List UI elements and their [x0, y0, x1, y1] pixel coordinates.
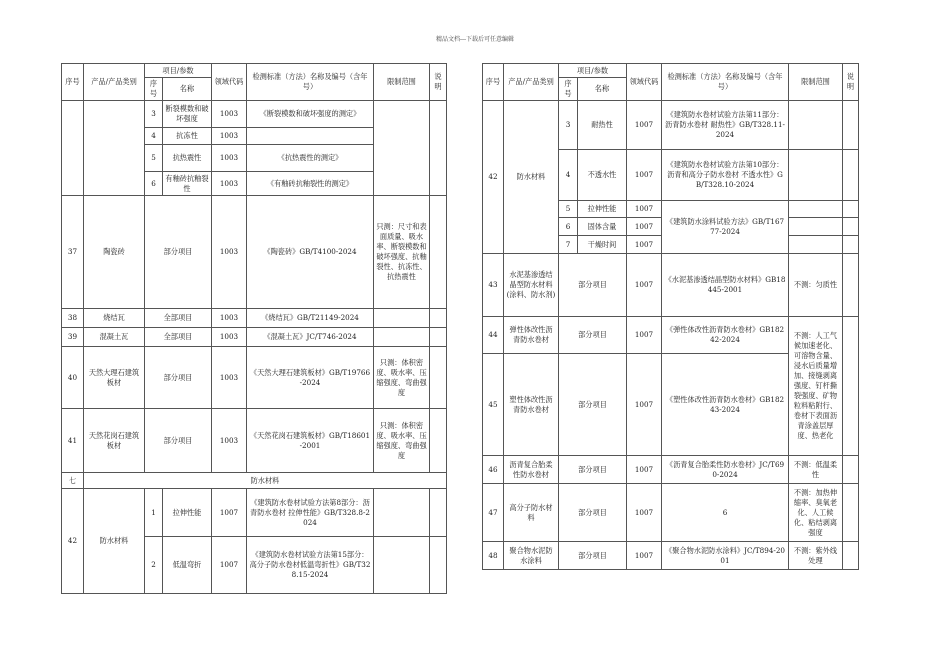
cell-limit: 只测：体积密度、吸水率、压缩强度、弯曲强度 [374, 409, 430, 473]
cell-product: 沥青复合胎柔性防水卷材 [504, 456, 559, 484]
cell-limit: 只测：尺寸和表面质量、吸水率、断裂模数和破坏强度、抗釉裂性、抗冻性、抗热震性 [374, 196, 430, 309]
cell-code: 1003 [212, 328, 247, 347]
cell-standard: 《建筑防水涂料试验方法》GB/T16777-2024 [662, 201, 789, 254]
col-item-group: 项目/参数 [145, 64, 212, 78]
cell-item-name: 低温弯折 [163, 537, 212, 594]
cell-note [430, 489, 447, 537]
cell-item-name: 不透水性 [578, 150, 627, 201]
cell-product: 天然花岗石建筑板材 [84, 409, 145, 473]
cell-note [843, 456, 859, 484]
cell-standard: 《混凝土瓦》JC/T746-2024 [247, 328, 374, 347]
cell-code: 1007 [627, 317, 662, 354]
table-row [483, 456, 859, 484]
cell-item: 部分项目 [559, 317, 627, 354]
cell-item-seq: 5 [559, 201, 578, 218]
cell-seq: 46 [483, 456, 504, 484]
cell-limit [789, 201, 843, 218]
cell-code: 1007 [627, 456, 662, 484]
table-row [483, 484, 859, 542]
cell-code: 1007 [627, 150, 662, 201]
cell-note [843, 236, 859, 254]
col-item-seq: 序号 [559, 78, 578, 101]
cell-standard: 《天然花岗石建筑板材》GB/T18601-2001 [247, 409, 374, 473]
col-standard: 检测标准（方法）名称及编号（含年号） [662, 64, 789, 101]
header-row [483, 64, 859, 78]
col-item-name: 名称 [163, 78, 212, 101]
cell-note [430, 101, 447, 196]
cell-item-seq: 6 [559, 218, 578, 236]
col-item-group: 项目/参数 [559, 64, 627, 78]
cell-product: 塑性体改性沥青防水卷材 [504, 354, 559, 456]
cell-item: 部分项目 [145, 409, 212, 473]
cell-item-name: 拉伸性能 [578, 201, 627, 218]
cell-standard: 《塑性体改性沥青防水卷材》GB18243-2024 [662, 354, 789, 456]
cell-standard: 《陶瓷砖》GB/T4100-2024 [247, 196, 374, 309]
cell-product: 高分子防水材料 [504, 484, 559, 542]
cell-limit: 不测：匀质性 [789, 254, 843, 317]
cell-item: 部分项目 [559, 542, 627, 570]
cell-note [843, 317, 859, 456]
col-standard: 检测标准（方法）名称及编号（含年号） [247, 64, 374, 101]
section-seq: 七 [62, 473, 84, 489]
cell-item: 部分项目 [145, 347, 212, 409]
cell-code: 1007 [627, 236, 662, 254]
section-title: 防水材料 [84, 473, 447, 489]
cell-product: 陶瓷砖 [84, 196, 145, 309]
cell-standard: 《有釉砖抗釉裂性的测定》 [247, 172, 374, 196]
cell-code: 1003 [212, 172, 247, 196]
cell-seq: 39 [62, 328, 84, 347]
table-row [483, 542, 859, 570]
cell-item-seq: 4 [145, 128, 163, 145]
left-table [61, 63, 447, 594]
cell-item-name: 固体含量 [578, 218, 627, 236]
cell-standard: 《建筑防水卷材试验方法第10部分：沥青和高分子防水卷材 不透水性》GB/T328.10-2024 [662, 150, 789, 201]
cell-product: 混凝土瓦 [84, 328, 145, 347]
cell-note [430, 537, 447, 594]
cell-item: 部分项目 [559, 484, 627, 542]
cell-item-seq: 4 [559, 150, 578, 201]
col-product: 产品/产品类别 [504, 64, 559, 101]
cell-product: 天然大理石建筑板材 [84, 347, 145, 409]
cell-standard: 《建筑防水卷材试验方法第8部分：沥青防水卷材 拉伸性能》GB/T328.8-2024 [247, 489, 374, 537]
cell-item-name: 拉伸性能 [163, 489, 212, 537]
cell-note [430, 347, 447, 409]
cell-code: 1003 [212, 101, 247, 128]
right-table [482, 63, 859, 570]
cell-limit: 不测：加热伸缩率、臭氧老化、人工候化、粘结剥离强度 [789, 484, 843, 542]
cell-limit: 不测：紫外线处理 [789, 542, 843, 570]
cell-item-name: 耐热性 [578, 101, 627, 150]
cell-item-name: 抗冻性 [163, 128, 212, 145]
cell-product: 防水材料 [504, 101, 559, 254]
cell-code: 1003 [212, 128, 247, 145]
cell-code: 1007 [627, 201, 662, 218]
col-note: 说明 [430, 64, 447, 101]
cell-note [843, 101, 859, 150]
cell-item-name: 有釉砖抗釉裂性 [163, 172, 212, 196]
cell-note [430, 196, 447, 309]
cell-item-seq: 1 [145, 489, 163, 537]
cell-item: 全部项目 [145, 328, 212, 347]
cell-item-seq: 3 [145, 101, 163, 128]
cell-standard: 《建筑防水卷材试验方法第15部分：高分子防水卷材低温弯折性》GB/T328.15-2024 [247, 537, 374, 594]
cell-item-seq: 7 [559, 236, 578, 254]
cell-seq: 44 [483, 317, 504, 354]
cell-note [430, 409, 447, 473]
cell-note [843, 484, 859, 542]
cell-code: 1007 [627, 101, 662, 150]
cell-seq: 40 [62, 347, 84, 409]
cell-note [843, 201, 859, 218]
cell-code: 1007 [212, 537, 247, 594]
col-note: 说明 [843, 64, 859, 101]
cell-code: 1003 [212, 196, 247, 309]
table-row [483, 254, 859, 317]
cell-product: 聚合物水泥防水涂料 [504, 542, 559, 570]
cell-standard [247, 128, 374, 145]
table-row [62, 309, 447, 328]
cell-product: 水泥基渗透结晶型防水材料(涂料、防水剂) [504, 254, 559, 317]
cell-item-seq: 3 [559, 101, 578, 150]
cell-standard: 《沥青复合胎柔性防水卷材》JC/T690-2024 [662, 456, 789, 484]
cell-seq: 43 [483, 254, 504, 317]
cell-item-seq: 2 [145, 537, 163, 594]
cell-limit [374, 328, 430, 347]
cell-seq: 47 [483, 484, 504, 542]
section-row [62, 473, 447, 489]
cell-note [843, 254, 859, 317]
cell-seq: 38 [62, 309, 84, 328]
col-seq: 序号 [62, 64, 84, 101]
cell-item: 全部项目 [145, 309, 212, 328]
cell-item-seq: 6 [145, 172, 163, 196]
cell-seq: 37 [62, 196, 84, 309]
cell-code: 1003 [212, 309, 247, 328]
cell-product: 防水材料 [84, 489, 145, 594]
table-row [483, 101, 859, 150]
cell-item-name: 干燥时间 [578, 236, 627, 254]
table-row [62, 347, 447, 409]
table-row [62, 196, 447, 309]
cell-note [843, 542, 859, 570]
cell-product: 烧结瓦 [84, 309, 145, 328]
cell-item: 部分项目 [559, 254, 627, 317]
cell-code: 1007 [627, 218, 662, 236]
cell-limit [789, 150, 843, 201]
cell-standard: 《建筑防水卷材试验方法第11部分：沥青防水卷材 耐热性》GB/T328.11-2024 [662, 101, 789, 150]
header-row [62, 64, 447, 78]
cell-note [430, 309, 447, 328]
col-limit: 限制范围 [374, 64, 430, 101]
cell-product: 弹性体改性沥青防水卷材 [504, 317, 559, 354]
cell-note [843, 218, 859, 236]
cell-code: 1003 [212, 145, 247, 172]
cell-limit [374, 101, 430, 196]
cell-code: 1007 [627, 484, 662, 542]
table-row [62, 328, 447, 347]
cell-note [843, 150, 859, 201]
cell-seq: 42 [483, 101, 504, 254]
cell-code: 1003 [212, 347, 247, 409]
col-limit: 限制范围 [789, 64, 843, 101]
cell-item: 部分项目 [145, 196, 212, 309]
cell-item: 部分项目 [559, 354, 627, 456]
table-row [62, 101, 447, 128]
cell-code: 1003 [212, 409, 247, 473]
cell-standard: 《水泥基渗透结晶型防水材料》GB18445-2001 [662, 254, 789, 317]
cell-code: 1007 [627, 354, 662, 456]
cell-note [430, 328, 447, 347]
cell-item: 部分项目 [559, 456, 627, 484]
col-product: 产品/产品类别 [84, 64, 145, 101]
cell-standard: 《抗热震性的测定》 [247, 145, 374, 172]
cell-limit [789, 236, 843, 254]
cell-seq: 42 [62, 489, 84, 594]
col-item-name: 名称 [578, 78, 627, 101]
cell-product [84, 101, 145, 196]
cell-standard: 《烧结瓦》GB/T21149-2024 [247, 309, 374, 328]
cell-item-seq: 5 [145, 145, 163, 172]
page-header: 精品文档---下载后可任意编辑 [435, 36, 515, 43]
cell-standard: 《聚合物水泥防水涂料》JC/T894-2001 [662, 542, 789, 570]
cell-standard: 《天然大理石建筑板材》GB/T19766-2024 [247, 347, 374, 409]
cell-limit [374, 489, 430, 537]
cell-limit: 不测：人工气候加速老化、可溶物含量、浸水后质量增加、接缝剥离强度、钉杆撕裂强度、矿物粒料粘附行、卷材下表面沥青涂盖层厚度、热老化 [789, 317, 843, 456]
cell-limit [789, 218, 843, 236]
cell-seq: 45 [483, 354, 504, 456]
cell-limit [374, 537, 430, 594]
cell-standard: 6 [662, 484, 789, 542]
cell-item-name: 抗热震性 [163, 145, 212, 172]
cell-seq: 41 [62, 409, 84, 473]
cell-limit: 不测：低温柔性 [789, 456, 843, 484]
cell-seq [62, 101, 84, 196]
cell-code: 1007 [212, 489, 247, 537]
cell-seq: 48 [483, 542, 504, 570]
cell-limit [374, 309, 430, 328]
cell-limit: 只测：体积密度、吸水率、压缩强度、弯曲强度 [374, 347, 430, 409]
table-row [483, 317, 859, 354]
cell-standard: 《断裂模数和破坏强度的测定》 [247, 101, 374, 128]
cell-item-name: 断裂模数和破坏强度 [163, 101, 212, 128]
cell-code: 1007 [627, 542, 662, 570]
cell-code: 1007 [627, 254, 662, 317]
col-domain-code: 领域代码 [212, 64, 247, 101]
cell-limit [789, 101, 843, 150]
col-seq: 序号 [483, 64, 504, 101]
table-row [62, 409, 447, 473]
cell-standard: 《弹性体改性沥青防水卷材》GB18242-2024 [662, 317, 789, 354]
table-row [62, 489, 447, 537]
col-domain-code: 领域代码 [627, 64, 662, 101]
col-item-seq: 序号 [145, 78, 163, 101]
